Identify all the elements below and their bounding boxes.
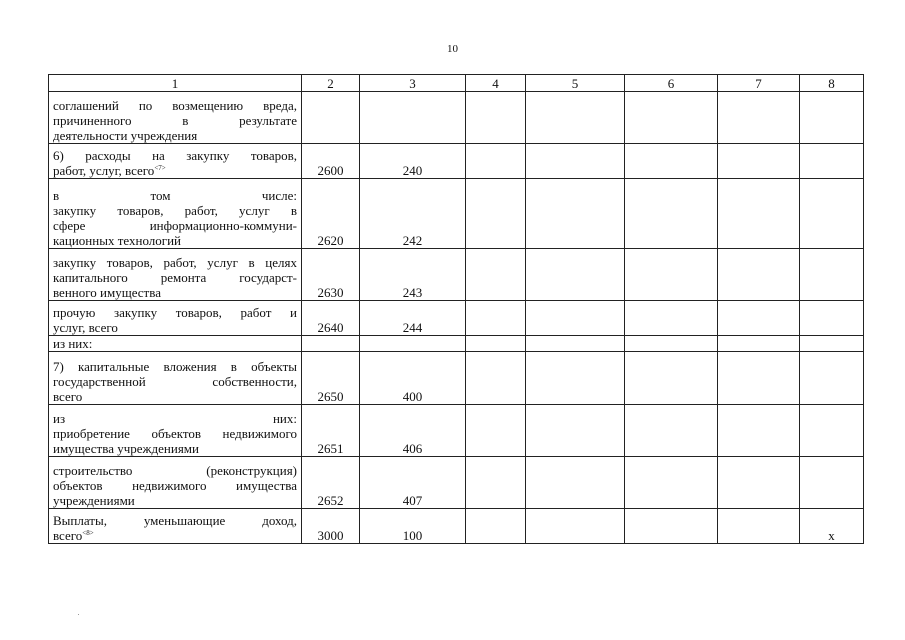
line-code-cell: 2640: [302, 301, 360, 336]
line-code-cell: [302, 336, 360, 352]
table-row: [49, 144, 864, 179]
table-row: [49, 336, 864, 352]
value-cell-col-4: [466, 509, 526, 544]
value-cell-col-8: [800, 457, 864, 509]
value-cell-col-8: x: [800, 509, 864, 544]
budget-code-cell: 407: [360, 457, 466, 509]
value-cell-col-4: [466, 352, 526, 405]
value-cell-col-5: [526, 509, 625, 544]
row-description: [49, 509, 302, 544]
value-cell-col-8: [800, 352, 864, 405]
value-cell-col-7: [718, 509, 800, 544]
description-line: кационных технологий: [53, 233, 182, 248]
value-cell-col-8: [800, 249, 864, 301]
value-cell-col-6: [625, 249, 718, 301]
value-cell-col-7: [718, 336, 800, 352]
column-header: 2: [302, 75, 360, 92]
table-row: [49, 352, 864, 405]
value-cell-col-5: [526, 352, 625, 405]
description-line: из них:: [53, 411, 297, 426]
value-cell-col-4: [466, 457, 526, 509]
footnote-ref: <8>: [82, 529, 94, 537]
budget-code-cell: 242: [360, 179, 466, 249]
row-description: [49, 249, 302, 301]
value-cell-col-6: [625, 352, 718, 405]
table-row: [49, 92, 864, 144]
description-line: в том числе:: [53, 188, 297, 203]
line-code-cell: 3000: [302, 509, 360, 544]
value-cell-col-4: [466, 301, 526, 336]
value-cell-col-7: [718, 179, 800, 249]
value-cell-col-7: [718, 301, 800, 336]
value-cell-col-8: [800, 144, 864, 179]
line-code-cell: 2600: [302, 144, 360, 179]
value-cell-col-8: [800, 179, 864, 249]
description-line: соглашений по возмещению вреда,: [53, 98, 297, 113]
value-cell-col-5: [526, 336, 625, 352]
table-row: [49, 509, 864, 544]
value-cell-col-7: [718, 405, 800, 457]
description-line: венного имущества: [53, 285, 161, 300]
description-line: прочую закупку товаров, работ и: [53, 305, 297, 320]
budget-code-cell: [360, 92, 466, 144]
description-line: всего: [53, 389, 83, 404]
budget-code-cell: 100: [360, 509, 466, 544]
value-cell-col-5: [526, 179, 625, 249]
value-cell-col-6: [625, 179, 718, 249]
value-cell-col-6: [625, 509, 718, 544]
description-line: услуг, всего: [53, 320, 118, 335]
value-cell-col-8: [800, 301, 864, 336]
description-line: Выплаты, уменьшающие доход,: [53, 513, 297, 528]
line-code-cell: 2651: [302, 405, 360, 457]
column-header: 3: [360, 75, 466, 92]
value-cell-col-4: [466, 336, 526, 352]
value-cell-col-5: [526, 301, 625, 336]
value-cell-col-5: [526, 92, 625, 144]
value-cell-col-6: [625, 92, 718, 144]
line-code-cell: 2620: [302, 179, 360, 249]
budget-code-cell: 400: [360, 352, 466, 405]
description-line: всего$^{<8>}$: [53, 528, 94, 543]
value-cell-col-6: [625, 301, 718, 336]
value-cell-col-8: [800, 336, 864, 352]
description-line: учреждениями: [53, 493, 135, 508]
table-row: [49, 405, 864, 457]
value-cell-col-4: [466, 92, 526, 144]
description-line: государственной собственности,: [53, 374, 297, 389]
description-line: 7) капитальные вложения в объекты: [53, 359, 297, 374]
column-number-row: [49, 75, 864, 92]
description-line: причиненного в результате: [53, 113, 297, 128]
value-cell-col-7: [718, 249, 800, 301]
table-row: [49, 249, 864, 301]
value-cell-col-7: [718, 352, 800, 405]
row-description: [49, 301, 302, 336]
value-cell-col-8: [800, 92, 864, 144]
value-cell-col-4: [466, 179, 526, 249]
budget-code-cell: 240: [360, 144, 466, 179]
row-description: [49, 457, 302, 509]
value-cell-col-5: [526, 457, 625, 509]
row-description: [49, 92, 302, 144]
description-line: сфере информационно-коммуни-: [53, 218, 297, 233]
description-line: объектов недвижимого имущества: [53, 478, 297, 493]
description-line: закупку товаров, работ, услуг в: [53, 203, 297, 218]
value-cell-col-6: [625, 457, 718, 509]
value-cell-col-5: [526, 144, 625, 179]
value-cell-col-7: [718, 92, 800, 144]
description-line: из них:: [53, 336, 93, 351]
value-cell-col-6: [625, 144, 718, 179]
value-cell-col-5: [526, 249, 625, 301]
description-line: закупку товаров, работ, услуг в целях: [53, 255, 297, 270]
description-line: приобретение объектов недвижимого: [53, 426, 297, 441]
row-description: [49, 336, 302, 352]
scan-speck: [78, 614, 79, 615]
budget-code-cell: 243: [360, 249, 466, 301]
value-cell-col-7: [718, 144, 800, 179]
description-line: работ, услуг, всего$^{<7>}$: [53, 163, 166, 178]
row-description: [49, 144, 302, 179]
column-header: 7: [718, 75, 800, 92]
description-line: строительство (реконструкция): [53, 463, 297, 478]
value-cell-col-7: [718, 457, 800, 509]
line-code-cell: 2650: [302, 352, 360, 405]
value-cell-col-4: [466, 144, 526, 179]
value-cell-col-5: [526, 405, 625, 457]
line-code-cell: [302, 92, 360, 144]
table-row: [49, 179, 864, 249]
column-header: 4: [466, 75, 526, 92]
financial-plan-table: [48, 74, 864, 544]
value-cell-col-4: [466, 249, 526, 301]
column-header: 1: [49, 75, 302, 92]
budget-code-cell: 244: [360, 301, 466, 336]
value-cell-col-8: [800, 405, 864, 457]
table-row: [49, 457, 864, 509]
row-description: [49, 352, 302, 405]
description-line: капитального ремонта государст-: [53, 270, 297, 285]
footnote-ref: <7>: [154, 164, 166, 172]
page-number: 10: [447, 43, 458, 55]
description-line: 6) расходы на закупку товаров,: [53, 148, 297, 163]
value-cell-col-4: [466, 405, 526, 457]
value-cell-col-6: [625, 405, 718, 457]
row-description: [49, 405, 302, 457]
column-header: 6: [625, 75, 718, 92]
line-code-cell: 2630: [302, 249, 360, 301]
description-line: деятельности учреждения: [53, 128, 198, 143]
budget-code-cell: 406: [360, 405, 466, 457]
table-row: [49, 301, 864, 336]
column-header: 5: [526, 75, 625, 92]
line-code-cell: 2652: [302, 457, 360, 509]
description-line: имущества учреждениями: [53, 441, 199, 456]
value-cell-col-6: [625, 336, 718, 352]
budget-code-cell: [360, 336, 466, 352]
row-description: [49, 179, 302, 249]
column-header: 8: [800, 75, 864, 92]
